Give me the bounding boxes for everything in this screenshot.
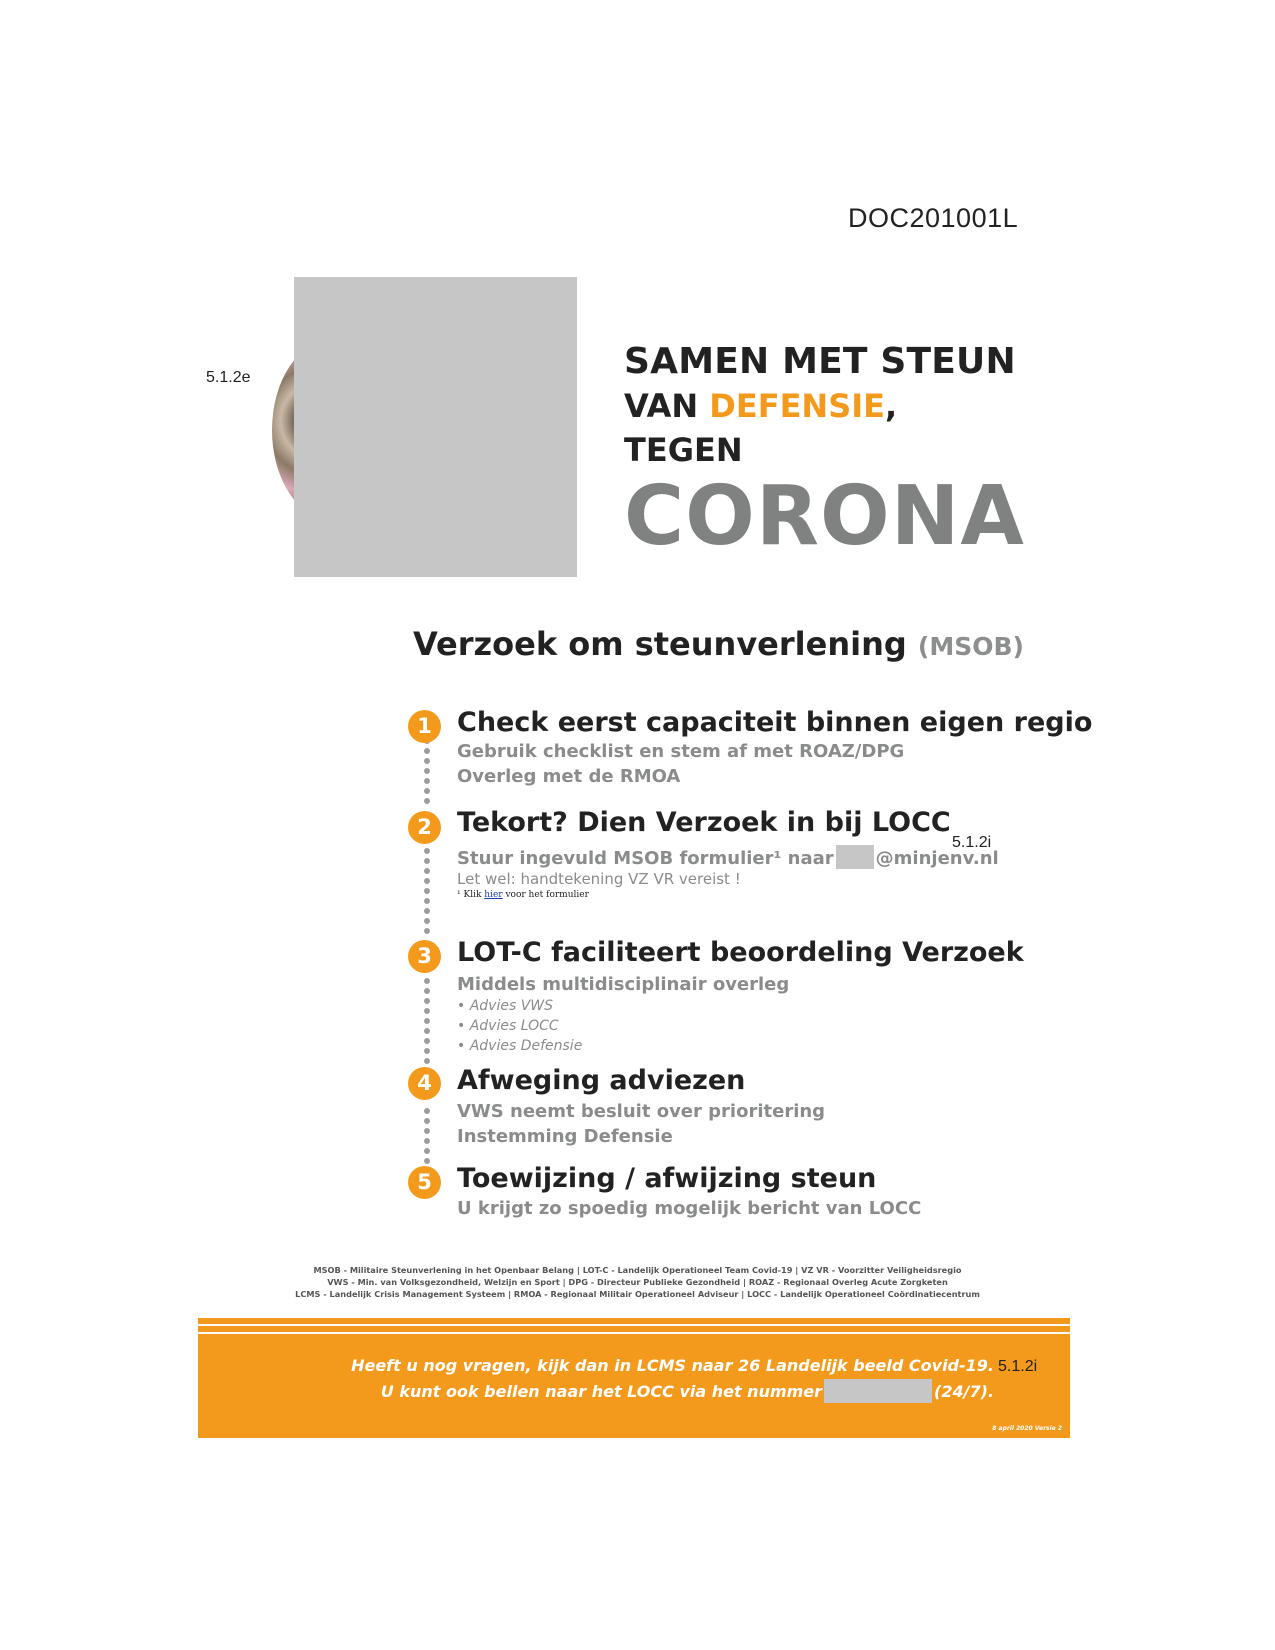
timeline-dot (424, 1158, 430, 1164)
step-5-line-1: U krijgt zo spoedig mogelijk bericht van LOCC (457, 1198, 922, 1219)
step-3-bullet-1: • Advies VWS (457, 998, 554, 1014)
timeline-dot (424, 1148, 430, 1154)
phone-redaction-box (824, 1379, 932, 1403)
band-rule-1 (198, 1324, 1070, 1326)
timeline-dot (424, 848, 430, 854)
timeline-dot (424, 888, 430, 894)
timeline-dot (424, 858, 430, 864)
hero-corona: CORONA (624, 469, 1025, 564)
timeline-dot (424, 1138, 430, 1144)
redaction-label-step-2: 5.1.2i (952, 834, 992, 851)
step-2-note: Let wel: handtekening VZ VR vereist ! (457, 870, 741, 888)
step-1-line-1: Gebruik checklist en stem af met ROAZ/DPG (457, 741, 905, 762)
redaction-label-photo: 5.1.2e (206, 369, 251, 386)
step-1-line-2: Overleg met de RMOA (457, 766, 681, 787)
step-4-number: 4 (408, 1067, 441, 1100)
timeline-dot (424, 918, 430, 924)
step-4-line-2: Instemming Defensie (457, 1126, 673, 1147)
timeline-dot (424, 1028, 430, 1034)
step-2-footnote-post: voor het formulier (502, 890, 589, 900)
footnote-line-3: LCMS - Landelijk Crisis Management Systeem | RMOA - Regionaal Militair Operationeel Adviseur | LOCC - Landelijk Operationeel Coördinatiecentrum (295, 1289, 980, 1299)
timeline-dot (424, 778, 430, 784)
timeline-dot (424, 878, 430, 884)
hero-line-2-pre: VAN (624, 387, 710, 425)
band-rule-2 (198, 1332, 1070, 1334)
hero-accent-defensie: DEFENSIE (709, 387, 886, 425)
step-5-title: Toewijzing / afwijzing steun (457, 1163, 877, 1194)
step-4-title: Afweging adviezen (457, 1065, 746, 1096)
version-date: 8 april 2020 Versie 2 (992, 1425, 1062, 1432)
redaction-label-band: 5.1.2i (998, 1358, 1038, 1375)
timeline-dot (424, 868, 430, 874)
band-line-2 (381, 1379, 994, 1403)
step-3-bullet-3: • Advies Defensie (457, 1038, 583, 1054)
section-title-text: Verzoek om steunverlening (413, 625, 907, 663)
hero-line-2 (624, 384, 1024, 472)
step-3-number: 3 (408, 940, 441, 973)
abbreviations-footnote (240, 1264, 1035, 1300)
email-redaction-box (836, 845, 874, 869)
photo-redaction-box (294, 277, 577, 577)
step-2-line-1-post: @minjenv.nl (875, 848, 999, 869)
hero-line-2-post: , TEGEN (624, 387, 898, 469)
step-2-line-1 (457, 845, 999, 869)
timeline-dot (424, 1108, 430, 1114)
step-3-title: LOT-C faciliteert beoordeling Verzoek (457, 937, 1024, 968)
timeline-dot (424, 788, 430, 794)
timeline-dot (424, 978, 430, 984)
timeline-dot (424, 1038, 430, 1044)
timeline-dot (424, 798, 430, 804)
step-2-number: 2 (408, 811, 441, 844)
step-2-title: Tekort? Dien Verzoek in bij LOCC (457, 807, 951, 838)
section-title-abbr: (MSOB) (917, 632, 1024, 661)
step-2-footnote (457, 890, 589, 900)
contact-band (198, 1318, 1070, 1438)
timeline-dot (424, 928, 430, 934)
step-3-bullet-2: • Advies LOCC (457, 1018, 559, 1034)
timeline-dot (424, 1128, 430, 1134)
timeline-dot (424, 768, 430, 774)
timeline-dot (424, 748, 430, 754)
form-link[interactable]: hier (484, 890, 503, 900)
step-1-number: 1 (408, 710, 441, 743)
step-3-line-1: Middels multidisciplinair overleg (457, 974, 790, 995)
timeline-dot (424, 908, 430, 914)
timeline-dot (424, 758, 430, 764)
timeline-dot (424, 998, 430, 1004)
timeline-dot (424, 1118, 430, 1124)
band-line-2-pre: U kunt ook bellen naar het LOCC via het nummer (380, 1382, 823, 1401)
timeline-dot (424, 898, 430, 904)
timeline-dot (424, 1008, 430, 1014)
timeline-dot (424, 1018, 430, 1024)
timeline-dot (424, 1048, 430, 1054)
band-line-2-post: (24/7). (934, 1382, 994, 1401)
step-2-line-1-pre: Stuur ingevuld MSOB formulier¹ naar (457, 848, 834, 869)
step-2-footnote-pre: ¹ Klik (457, 890, 485, 900)
footnote-line-2: VWS - Min. van Volksgezondheid, Welzijn en Sport | DPG - Directeur Publieke Gezondheid | ROAZ - Regionaal Overleg Acute Zorgketen (327, 1277, 948, 1287)
section-title (413, 625, 1024, 663)
step-1-title: Check eerst capaciteit binnen eigen regio (457, 707, 1093, 738)
band-line-1: Heeft u nog vragen, kijk dan in LCMS naar 26 Landelijk beeld Covid-19. (351, 1356, 994, 1375)
step-4-line-1: VWS neemt besluit over prioritering (457, 1101, 826, 1122)
step-5-number: 5 (408, 1166, 441, 1199)
footnote-line-1: MSOB - Militaire Steunverlening in het Openbaar Belang | LOT-C - Landelijk Operationeel Team Covid-19 | VZ VR - Voorzitter Veiligheidsregio (313, 1265, 962, 1275)
hero-heading (624, 340, 1024, 562)
hero-line-1: SAMEN MET STEUN (624, 341, 1016, 382)
timeline-dot (424, 988, 430, 994)
document-code: DOC201001L (848, 203, 1019, 233)
timeline-dot (424, 1058, 430, 1064)
